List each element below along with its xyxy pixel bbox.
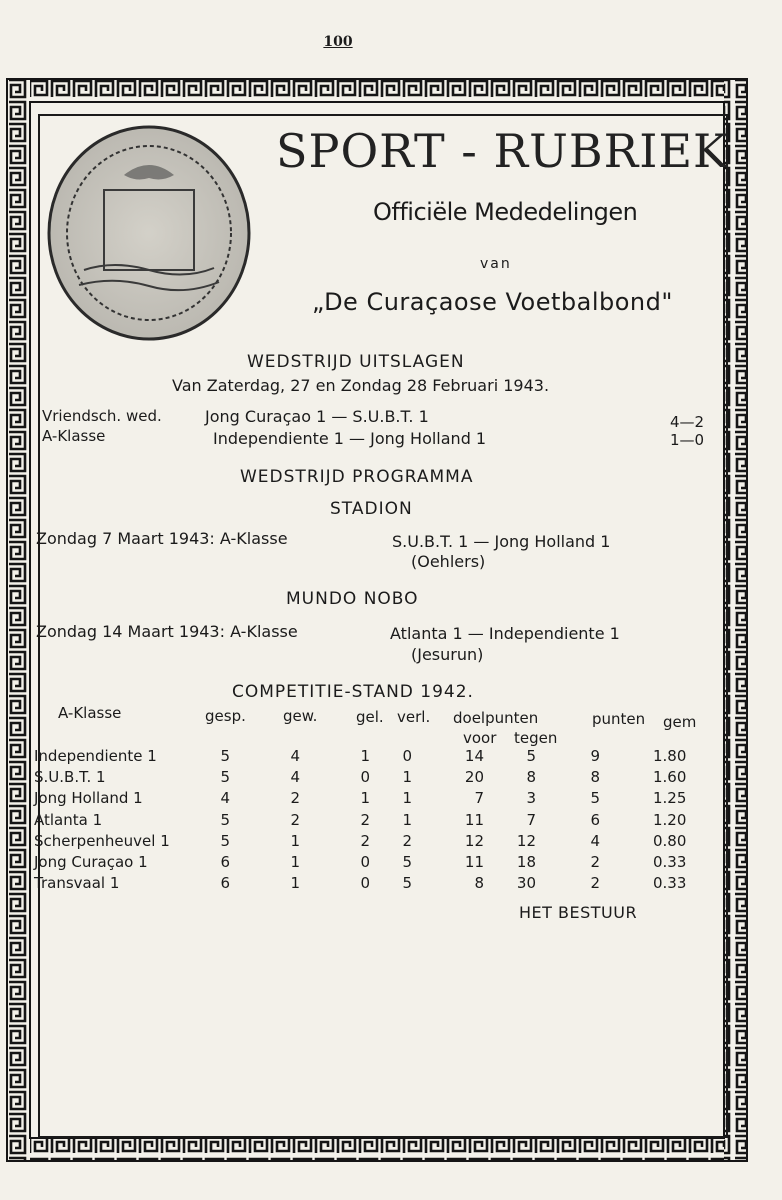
cell-punten: 8 [590,768,600,787]
cell-verl: 1 [402,768,412,787]
standings-class-label: A-Klasse [58,704,122,722]
fixture-referee: (Oehlers) [411,552,486,571]
column-header: doelpunten [453,709,539,727]
cell-verl: 5 [402,874,412,893]
result-score: 1—0 [670,431,705,449]
cell-gesp: 5 [220,810,230,829]
page-title: SPORT - RUBRIEK [276,124,729,178]
cell-gem: 0.80 [653,831,687,850]
team-name: Jong Curaçao 1 [34,853,148,871]
result-score: 4—2 [670,413,705,431]
signature: HET BESTUUR [519,903,638,922]
column-header: gesp. [205,707,246,725]
column-header: tegen [514,729,558,747]
result-category: A-Klasse [42,427,106,445]
cell-gem: 0.33 [653,853,687,871]
cell-tegen: 5 [526,747,536,765]
fixture-match: S.U.B.T. 1 — Jong Holland 1 [392,532,611,551]
cell-verl: 1 [402,810,412,829]
team-name: Atlanta 1 [34,810,103,829]
cell-gel: 2 [360,831,370,850]
cell-gew: 4 [290,768,300,787]
venue-name: STADION [330,499,413,519]
cell-gesp: 5 [220,831,230,850]
cell-gew: 1 [290,853,300,871]
page-subtitle: Officiële Mededelingen [373,198,638,226]
column-header: punten [592,710,646,728]
cell-tegen: 3 [526,789,536,808]
organization-name: „De Curaçaose Voetbalbond" [312,288,673,316]
team-name: S.U.B.T. 1 [34,768,106,787]
cell-punten: 5 [590,789,600,808]
cell-gesp: 5 [220,747,230,765]
cell-verl: 1 [402,789,412,808]
cell-voor: 14 [464,747,484,765]
cell-gem: 1.80 [653,747,687,765]
cell-punten: 6 [590,810,600,829]
cell-gesp: 6 [220,874,230,893]
seal-emblem [44,120,254,350]
fixture-match: Atlanta 1 — Independiente 1 [390,624,620,643]
cell-verl: 0 [402,747,412,765]
fixture-referee: (Jesurun) [411,645,484,664]
cell-voor: 7 [474,789,484,808]
cell-tegen: 8 [526,768,536,787]
column-header: gem [663,713,697,731]
programme-heading: WEDSTRIJD PROGRAMMA [240,467,474,487]
cell-gem: 1.25 [653,789,687,808]
cell-gesp: 4 [220,789,230,808]
results-date: Van Zaterdag, 27 en Zondag 28 Februari 1943. [172,376,550,395]
column-header: voor [463,729,497,747]
cell-voor: 12 [464,831,484,850]
cell-punten: 4 [590,831,600,850]
fixture-date: Zondag 14 Maart 1943: A-Klasse [36,622,298,641]
cell-voor: 11 [464,810,484,829]
cell-gew: 2 [290,789,300,808]
cell-gel: 1 [360,789,370,808]
cell-gem: 1.60 [653,768,687,787]
cell-punten: 2 [590,874,600,893]
team-name: Transvaal 1 [34,874,120,893]
cell-gem: 0.33 [653,874,687,893]
cell-punten: 9 [590,747,600,765]
column-header: verl. [397,708,431,726]
team-name: Jong Holland 1 [34,789,143,808]
team-name: Independiente 1 [34,747,157,765]
cell-tegen: 7 [526,810,536,829]
result-category: Vriendsch. wed. [42,407,162,425]
cell-gew: 1 [290,874,300,893]
venue-name: MUNDO NOBO [286,589,419,609]
cell-verl: 5 [402,853,412,871]
cell-voor: 11 [464,853,484,871]
results-heading: WEDSTRIJD UITSLAGEN [247,352,465,372]
cell-voor: 20 [464,768,484,787]
fixture-date: Zondag 7 Maart 1943: A-Klasse [36,529,288,548]
cell-gew: 2 [290,810,300,829]
cell-tegen: 18 [516,853,536,871]
cell-gesp: 6 [220,853,230,871]
cell-gel: 1 [360,747,370,765]
cell-gel: 0 [360,874,370,893]
page-number: 100 [323,34,353,50]
result-match: Jong Curaçao 1 — S.U.B.T. 1 [205,407,429,426]
cell-gew: 4 [290,747,300,765]
cell-tegen: 12 [516,831,536,850]
cell-gel: 2 [360,810,370,829]
column-header: gel. [356,708,384,726]
cell-gel: 0 [360,853,370,871]
cell-verl: 2 [402,831,412,850]
cell-gem: 1.20 [653,810,687,829]
result-match: Independiente 1 — Jong Holland 1 [213,429,487,448]
cell-gew: 1 [290,831,300,850]
cell-tegen: 30 [516,874,536,893]
van-text: van [480,256,512,272]
cell-gel: 0 [360,768,370,787]
column-header: gew. [283,707,318,725]
team-name: Scherpenheuvel 1 [34,831,170,850]
standings-heading: COMPETITIE-STAND 1942. [232,682,474,702]
cell-punten: 2 [590,853,600,871]
cell-voor: 8 [474,874,484,893]
cell-gesp: 5 [220,768,230,787]
